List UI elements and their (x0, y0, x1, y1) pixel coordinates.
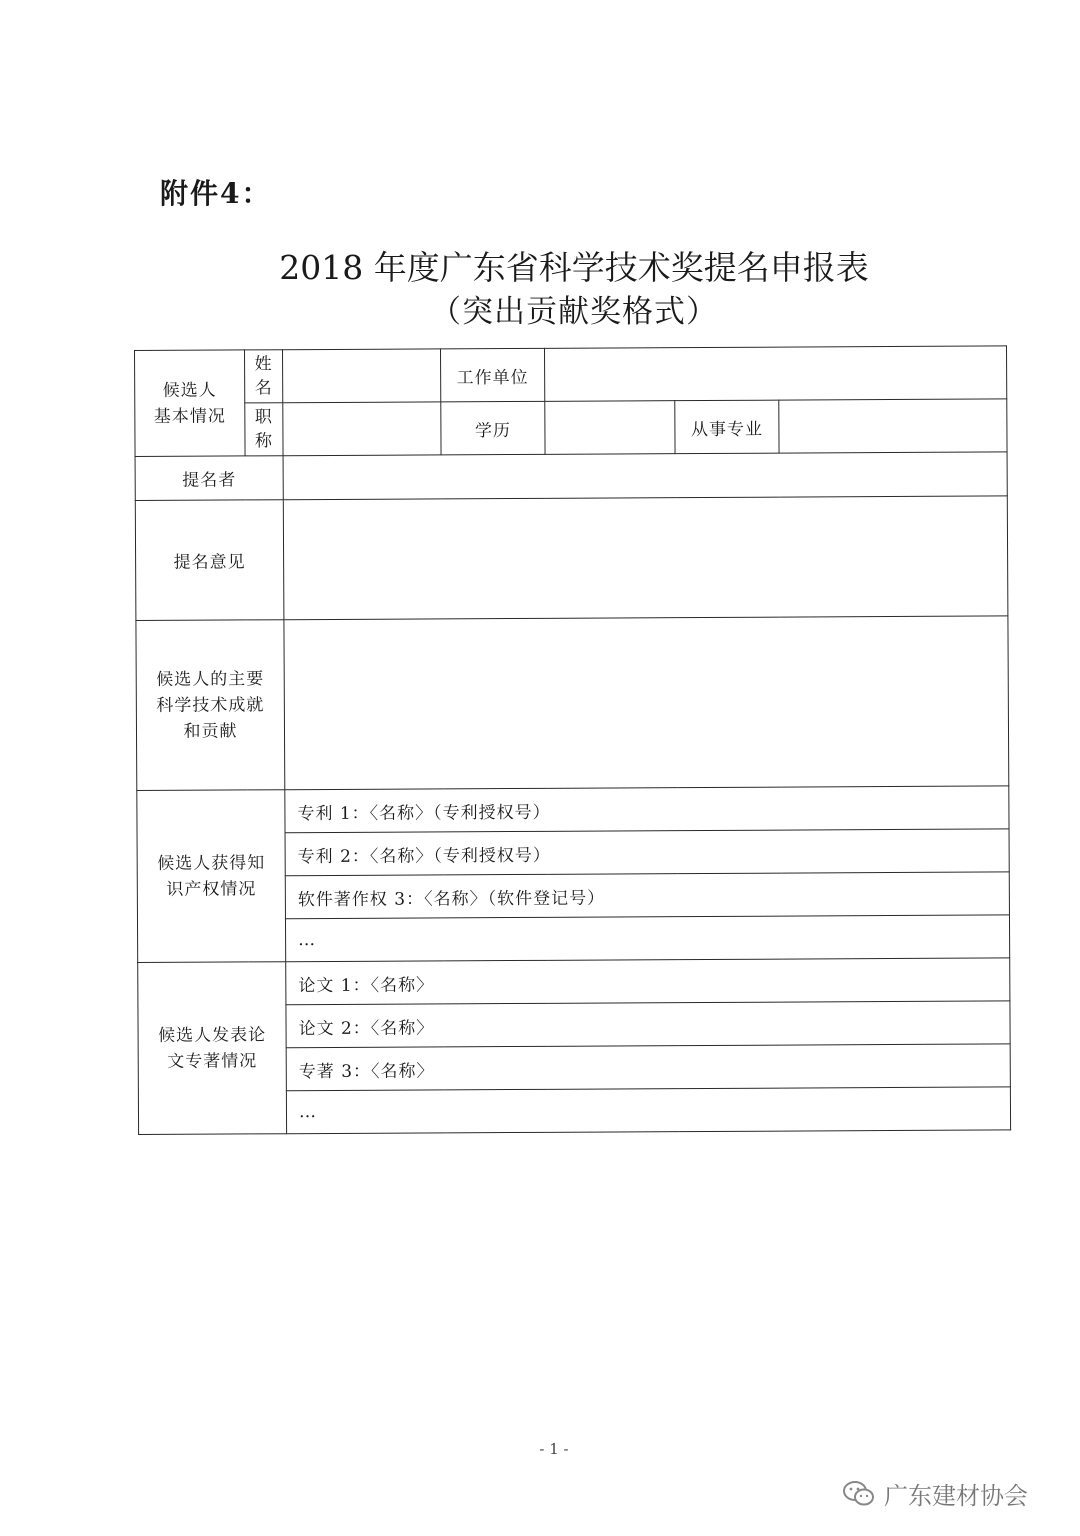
nominator-field[interactable] (283, 452, 1007, 500)
education-label: 学历 (441, 401, 545, 455)
ip-item-1[interactable]: 专利 1：〈名称〉（专利授权号） (285, 786, 1009, 833)
name-label: 姓 名 (245, 350, 283, 403)
wechat-icon (842, 1479, 876, 1509)
paper-item-3[interactable]: 专著 3：〈名称〉 (286, 1044, 1010, 1091)
name-field[interactable] (283, 349, 441, 403)
paper-item-1[interactable]: 论文 1：〈名称〉 (286, 958, 1010, 1005)
watermark-text: 广东建材协会 (884, 1482, 1028, 1510)
watermark (842, 1476, 1028, 1511)
attachment-label: 附件4： (160, 177, 272, 210)
paper-header: 候选人发表论 文专著情况 (138, 962, 287, 1135)
major-label: 从事专业 (675, 400, 779, 454)
page-number: - 1 - (539, 1440, 569, 1458)
achievement-field[interactable] (284, 616, 1009, 790)
achievement-header: 候选人的主要 科学技术成就 和贡献 (136, 620, 285, 791)
opinion-field[interactable] (283, 496, 1008, 620)
education-field[interactable] (545, 401, 675, 455)
ip-header: 候选人获得知 识产权情况 (137, 790, 286, 963)
paper-item-more[interactable]: … (286, 1087, 1010, 1134)
document-title: 2018 年度广东省科学技术奖提名申报表 (279, 248, 869, 287)
ip-item-3[interactable]: 软件著作权 3：〈名称〉（软件登记号） (285, 872, 1009, 919)
ip-item-more[interactable]: … (285, 915, 1009, 962)
major-field[interactable] (779, 399, 1007, 453)
document-subtitle: （突出贡献奖格式） (430, 294, 718, 330)
work-unit-label: 工作单位 (440, 348, 544, 402)
ip-item-2[interactable]: 专利 2：〈名称〉（专利授权号） (285, 829, 1009, 876)
work-unit-field[interactable] (544, 346, 1006, 401)
title-field[interactable] (283, 402, 441, 456)
basic-info-header: 候选人 基本情况 (135, 350, 246, 457)
title-label: 职 称 (245, 403, 283, 456)
paper-item-2[interactable]: 论文 2：〈名称〉 (286, 1001, 1010, 1048)
opinion-label: 提名意见 (135, 500, 284, 621)
nominator-label: 提名者 (135, 456, 283, 501)
nomination-form-table (134, 345, 1011, 1135)
